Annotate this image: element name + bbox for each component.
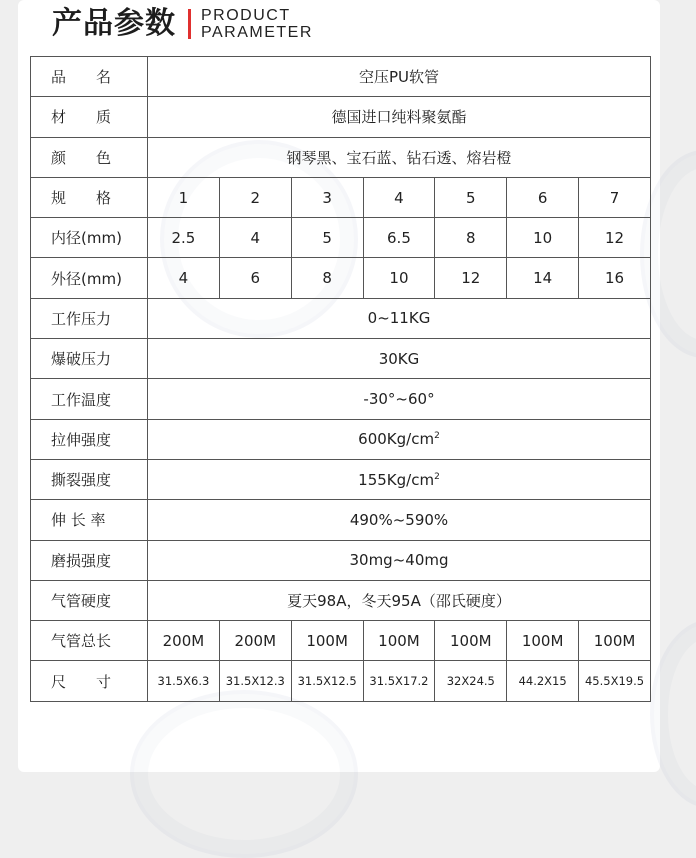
table-cell: 100M [579,621,651,661]
table-cell: 6 [219,258,291,298]
table-row [31,298,651,338]
watermark-seal [130,690,358,858]
table-cell: 100M [363,621,435,661]
table-row [31,580,651,620]
section-header [52,2,313,46]
table-cell: 6 [507,177,579,217]
row-label: 规 格 [31,177,148,217]
row-label: 拉伸强度 [31,419,148,459]
table-row [31,258,651,298]
table-cell: 7 [579,177,651,217]
table-cell: 16 [579,258,651,298]
table-row [31,177,651,217]
row-label: 工作温度 [31,379,148,419]
row-label: 工作压力 [31,298,148,338]
table-row [31,500,651,540]
table-cell: 2.5 [148,218,220,258]
table-cell: 4 [363,177,435,217]
table-cell: 45.5X19.5 [579,661,651,701]
table-cell: 100M [507,621,579,661]
table-cell: 31.5X6.3 [148,661,220,701]
table-cell: 44.2X15 [507,661,579,701]
section-subtitle: PRODUCT PARAMETER [201,7,313,41]
table-cell: 4 [148,258,220,298]
row-label: 气管硬度 [31,580,148,620]
table-cell: 2 [219,177,291,217]
table-cell: 31.5X17.2 [363,661,435,701]
table-row [31,339,651,379]
table-cell: 100M [435,621,507,661]
table-row [31,419,651,459]
row-label: 外径(mm) [31,258,148,298]
table-row [31,137,651,177]
title-divider [188,9,191,39]
table-cell: 4 [219,218,291,258]
table-cell: 200M [148,621,220,661]
row-value: 夏天98A，冬天95A（邵氏硬度） [148,580,651,620]
table-row [31,57,651,97]
row-label: 撕裂强度 [31,459,148,499]
table-cell: 12 [435,258,507,298]
table-row [31,459,651,499]
table-cell: 31.5X12.3 [219,661,291,701]
row-label: 品 名 [31,57,148,97]
row-label: 磨损强度 [31,540,148,580]
table-cell: 8 [435,218,507,258]
table-row [31,540,651,580]
row-label: 尺 寸 [31,661,148,701]
row-value: 30KG [148,339,651,379]
row-value: $600Kg/cm^2$ [148,419,651,459]
table-cell: 5 [291,218,363,258]
table-cell: 10 [363,258,435,298]
table-cell: 8 [291,258,363,298]
table-cell: 10 [507,218,579,258]
row-value: 德国进口纯料聚氨酯 [148,97,651,137]
table-row [31,661,651,701]
table-row [31,621,651,661]
table-cell: 6.5 [363,218,435,258]
parameter-table [30,56,651,702]
row-label: 气管总长 [31,621,148,661]
row-label: 材 质 [31,97,148,137]
table-cell: 32X24.5 [435,661,507,701]
row-value: $155Kg/cm^2$ [148,459,651,499]
table-cell: 3 [291,177,363,217]
table-cell: 200M [219,621,291,661]
table-row [31,218,651,258]
row-label: 爆破压力 [31,339,148,379]
row-label: 伸 长 率 [31,500,148,540]
table-cell: 31.5X12.5 [291,661,363,701]
table-row [31,379,651,419]
row-label: 内径(mm) [31,218,148,258]
table-cell: 100M [291,621,363,661]
row-value: 490%~590% [148,500,651,540]
row-value: 30mg~40mg [148,540,651,580]
row-value: -30°~60° [148,379,651,419]
table-cell: 5 [435,177,507,217]
table-row [31,97,651,137]
section-title: 产品参数 [52,6,176,41]
row-value: 0~11KG [148,298,651,338]
table-cell: 1 [148,177,220,217]
row-value: 空压PU软管 [148,57,651,97]
row-label: 颜 色 [31,137,148,177]
table-cell: 12 [579,218,651,258]
row-value: 钢琴黑、宝石蓝、钻石透、熔岩橙 [148,137,651,177]
table-cell: 14 [507,258,579,298]
